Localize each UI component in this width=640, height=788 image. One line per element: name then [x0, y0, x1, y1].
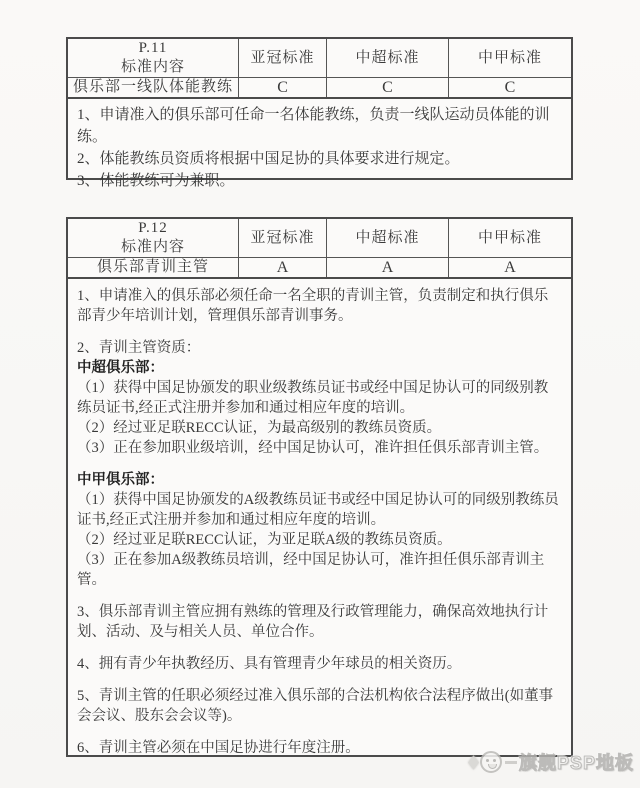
table-p12-notes — [68, 279, 571, 766]
col-header-league-one-standard: 中甲标准 — [477, 229, 542, 246]
table-p12-item-row — [68, 258, 571, 279]
note-line: （2）经过亚足联RECC认证，为亚足联A级的教练员资质。 — [77, 532, 452, 548]
csl-club-subheading: 中超俱乐部： — [77, 360, 164, 376]
note-line: 2、青训主管资质： — [77, 340, 201, 356]
grade-afc: A — [239, 258, 327, 277]
note-line: （3）正在参加A级教练员培训，经中国足协认可，准许担任俱乐部青训主管。 — [77, 552, 545, 588]
note-line: 1、申请准入的俱乐部可任命一名体能教练，负责一线队运动员体能的训练。 — [77, 107, 550, 145]
col-header-afc-standard: 亚冠标准 — [239, 219, 327, 257]
note-line: （1）获得中国足协颁发的A级教练员证书或经中国足协认可的同级别教练员证书,经正式注册并参加和通过相应年度的培训。 — [77, 492, 559, 528]
note-line: 3、俱乐部青训主管应拥有熟练的管理及行政管理能力，确保高效地执行计划、活动、及与相关人员、单位合作。 — [77, 604, 549, 640]
col-header-afc-standard: 亚冠标准 — [239, 39, 327, 77]
watermark-text: 旗舰PSP地板 — [518, 753, 634, 773]
criteria-header-cell — [68, 39, 239, 77]
table-p12-header-row — [68, 219, 571, 258]
grade-csl: A — [327, 258, 449, 277]
note-line: 1、申请准入的俱乐部必须任命一名全职的青训主管，负责制定和执行俱乐部青少年培训计划，管理俱乐部青训事务。 — [77, 288, 549, 324]
item-label: 俱乐部青训主管 — [68, 258, 239, 277]
grade-csl: C — [327, 78, 449, 97]
criteria-label: 标准内容 — [121, 59, 186, 75]
col-header-league-one-standard: 中甲标准 — [477, 49, 542, 66]
criteria-code: P.11 — [138, 40, 168, 56]
criteria-code: P.12 — [138, 220, 168, 236]
col-header-csl-standard: 中超标准 — [327, 219, 449, 257]
table-p11-item-row — [68, 78, 571, 99]
grade-afc: C — [239, 78, 327, 97]
note-line: 4、拥有青少年执教经历、具有管理青少年球员的相关资历。 — [77, 656, 462, 672]
table-p12 — [66, 217, 573, 757]
note-line: 2、体能教练员资质将根据中国足协的具体要求进行规定。 — [77, 151, 460, 167]
criteria-header-cell — [68, 219, 239, 257]
table-p11-notes — [68, 99, 571, 196]
item-label: 俱乐部一线队体能教练 — [68, 78, 239, 97]
grade-league-one: A — [504, 259, 516, 276]
note-line: （2）经过亚足联RECC认证，为最高级别的教练员资质。 — [77, 420, 442, 436]
col-header-csl-standard: 中超标准 — [327, 39, 449, 77]
note-line: 5、青训主管的任职必须经过准入俱乐部的合法机构依合法程序做出(如董事会会议、股东会会议等)。 — [77, 688, 554, 724]
note-line: （1）获得中国足协颁发的职业级教练员证书或经中国足协认可的同级别教练员证书,经正式注册并参加和通过相应年度的培训。 — [77, 380, 549, 416]
league-one-club-subheading: 中甲俱乐部： — [77, 472, 164, 488]
grade-league-one: C — [504, 79, 516, 96]
note-line: 6、青训主管必须在中国足协进行年度注册。 — [77, 740, 360, 756]
criteria-label: 标准内容 — [121, 239, 186, 255]
table-p11-header-row — [68, 39, 571, 78]
note-line: 3、体能教练可为兼职。 — [77, 173, 235, 189]
note-line: （3）正在参加职业级培训，经中国足协认可，准许担任俱乐部青训主管。 — [77, 440, 549, 456]
table-p11 — [66, 37, 573, 189]
